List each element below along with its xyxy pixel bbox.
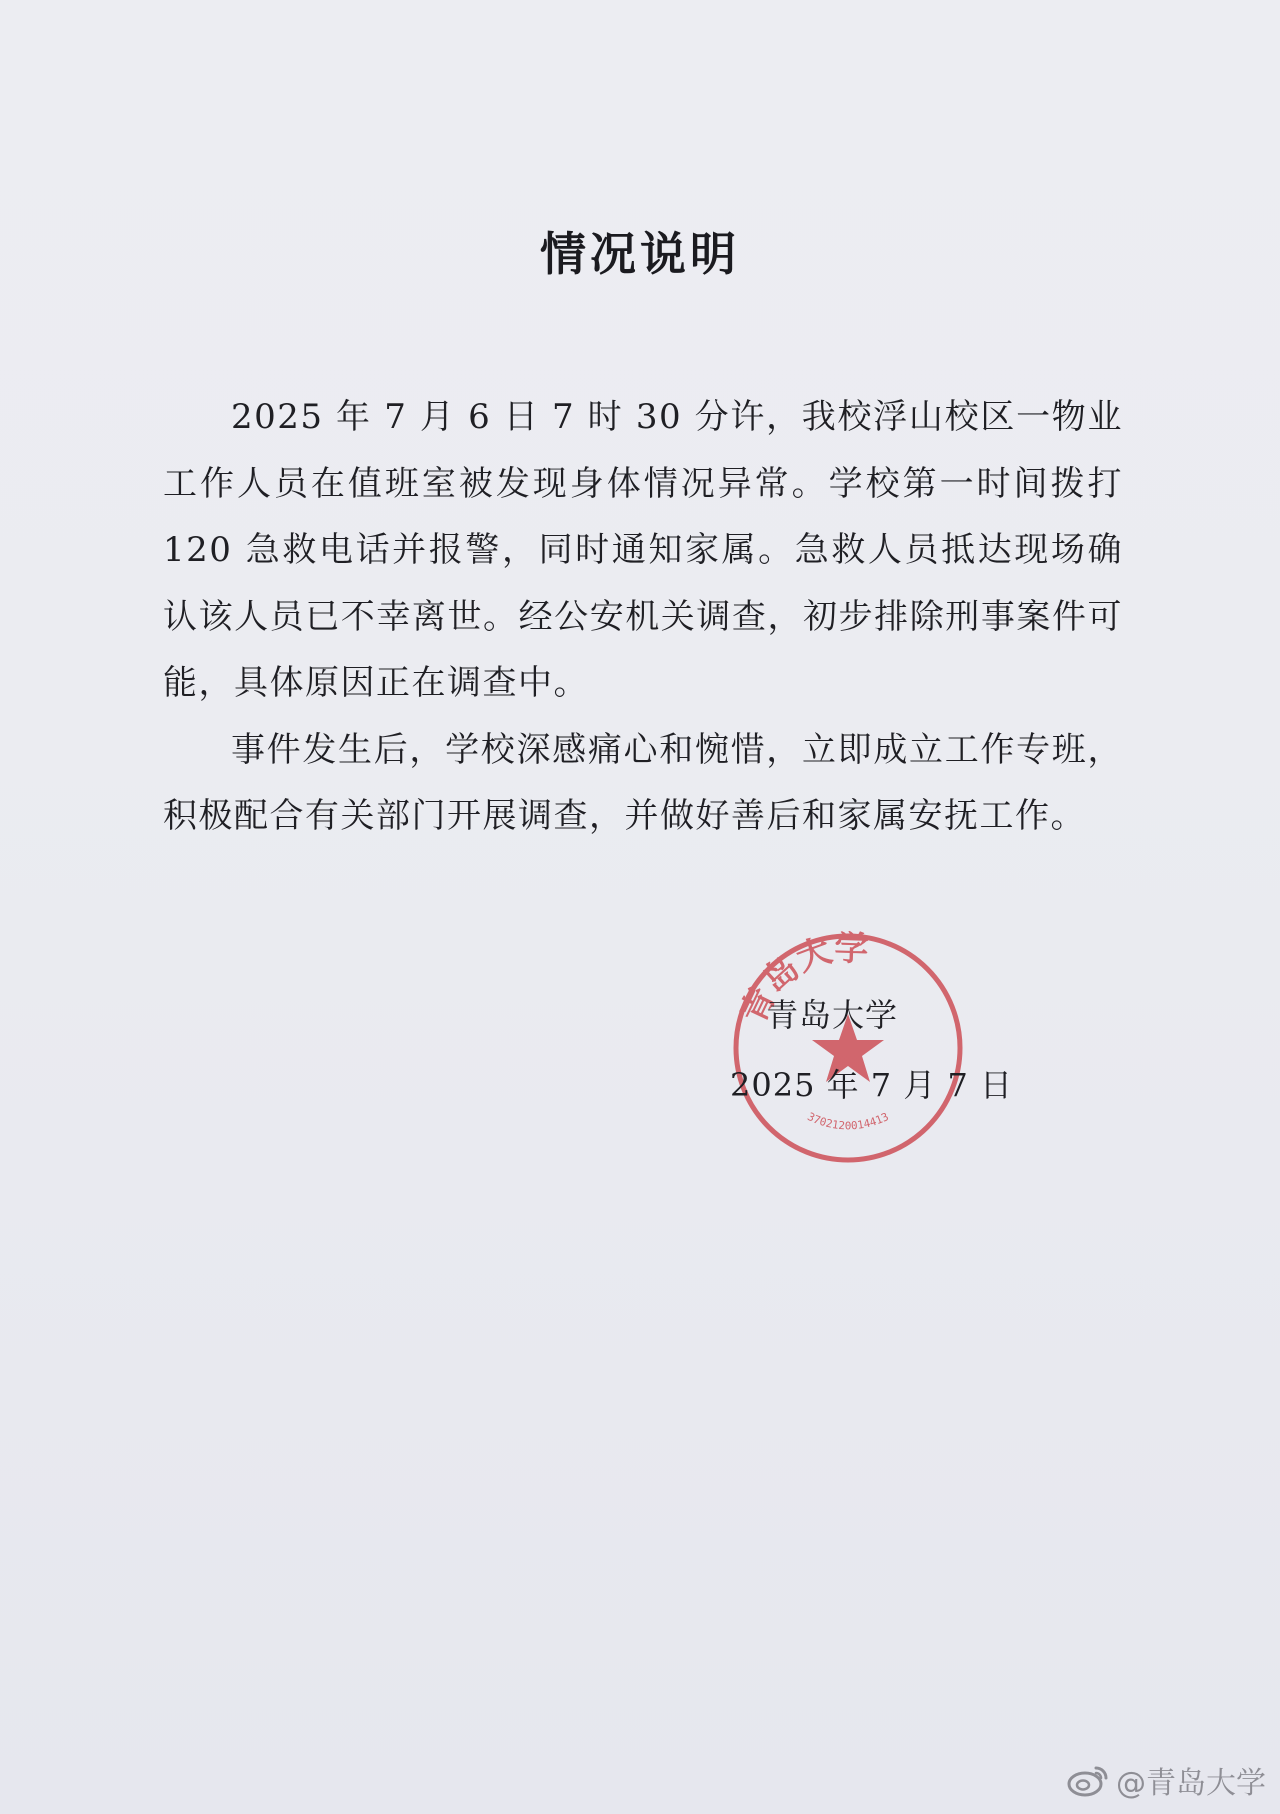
seal-ring-text: 青岛大学 [733, 928, 870, 1030]
document-body [163, 384, 1123, 850]
document-title: 情况说明 [540, 227, 740, 281]
paragraph-1: 2025 年 7 月 6 日 7 时 30 分许，我校浮山校区一物业工作人员在值班室被发现身体情况异常。学校第一时间拨打 120 急救电话并报警，同时通知家属。急救人员抵达现场确认该人员已不幸离世。经公安机关调查，初步排除刑事案件可能，具体原因正在调查中。 [163, 397, 1123, 703]
watermark-text: @青岛大学 [1116, 1766, 1266, 1801]
weibo-watermark [1066, 1758, 1266, 1802]
signature-organization: 青岛大学 [766, 996, 899, 1034]
svg-text:3702120014413 [805, 1110, 890, 1132]
seal-code: 3702120014413 [805, 1110, 891, 1133]
official-seal [728, 928, 968, 1168]
paragraph-2: 事件发生后，学校深感痛心和惋惜，立即成立工作专班，积极配合有关部门开展调查，并做好善后和家属安抚工作。 [163, 729, 1123, 836]
weibo-icon [1066, 1762, 1110, 1798]
signature-date: 2025 年 7 月 7 日 [730, 1066, 1014, 1104]
